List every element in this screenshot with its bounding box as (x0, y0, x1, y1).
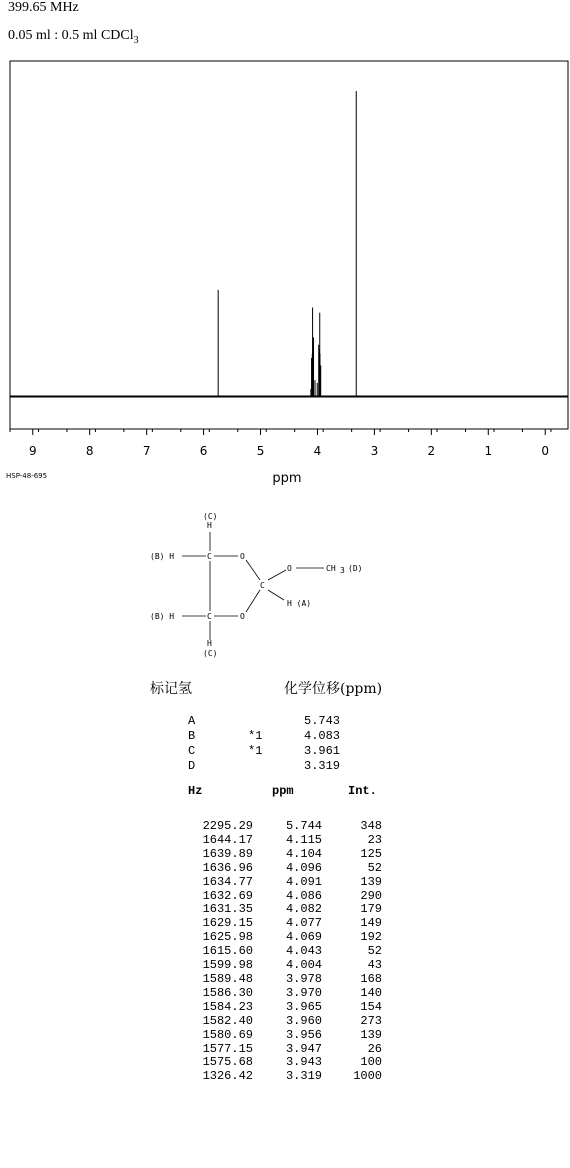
peak-ppm: 4.043 (285, 944, 322, 959)
peak-int: 52 (367, 860, 382, 875)
atom-label: C (207, 552, 212, 561)
assignment-label: B (188, 729, 196, 743)
peak-int: 168 (360, 971, 382, 986)
peak-hz: 1644.17 (202, 832, 253, 847)
x-tick-label: 5 (256, 444, 265, 458)
col-header-hz: Hz (188, 784, 203, 798)
peak-hz: 1636.96 (202, 860, 253, 875)
x-tick-label: 4 (313, 444, 322, 458)
assignment-header-shift: 化学位移(ppm) (284, 681, 383, 697)
sample-conditions-text: 0.05 ml : 0.5 ml CDCl (8, 28, 134, 43)
peak-table-row (183, 987, 382, 1001)
peak-table-row (183, 876, 382, 890)
sample-subscript: 3 (133, 34, 139, 46)
peak-int: 149 (360, 916, 382, 931)
peak-table-row (183, 973, 382, 987)
atom-label: 3 (340, 566, 345, 575)
assignment-label: C (188, 744, 196, 758)
peak-ppm: 4.096 (285, 860, 322, 875)
peak-ppm: 4.004 (285, 958, 322, 973)
atom-label: O (240, 552, 245, 561)
x-tick-label: 9 (28, 444, 37, 458)
peak-table-row (183, 1043, 382, 1057)
peak-hz: 1580.69 (202, 1027, 253, 1042)
x-axis-label: ppm (272, 471, 302, 486)
peak-hz: 1326.42 (202, 1069, 253, 1084)
peak-table (183, 820, 382, 1084)
peak-hz: 1584.23 (202, 999, 253, 1014)
spectrometer-frequency: 399.65 MHz (8, 0, 79, 15)
peak-ppm: 4.104 (285, 846, 322, 861)
assignment-note (248, 714, 304, 729)
atom-label: CH (326, 564, 336, 573)
assignment-shift: 3.961 (304, 744, 341, 758)
peak-int: 52 (367, 944, 382, 959)
peak-hz: 1631.35 (202, 902, 253, 917)
peak-ppm: 3.978 (285, 971, 322, 986)
peak-table-row (183, 1070, 382, 1084)
peak-table-row (183, 959, 382, 973)
peak-hz: 1615.60 (202, 944, 253, 959)
peak-int: 43 (367, 958, 382, 973)
x-tick-label: 0 (541, 444, 550, 458)
assignment-header-label: 标记氢 (150, 681, 192, 697)
assignment-shift: 4.083 (304, 729, 341, 743)
peak-int: 290 (360, 888, 382, 903)
spectrum-code: HSP-48-695 (6, 472, 48, 480)
peak-ppm: 4.069 (285, 930, 322, 945)
peak-ppm: 5.744 (285, 819, 322, 833)
assignment-row (188, 744, 364, 759)
assignment-row (188, 729, 364, 744)
peak-ppm: 3.970 (285, 985, 322, 1000)
assignment-label: D (188, 759, 196, 773)
peak-ppm: 4.086 (285, 888, 322, 903)
assignment-shift: 3.319 (304, 759, 341, 773)
atom-label: C (207, 612, 212, 621)
peak-int: 179 (360, 902, 382, 917)
x-tick-label: 6 (199, 444, 208, 458)
peak-ppm: 4.115 (285, 832, 322, 847)
bond-line (268, 570, 286, 580)
peak-int: 125 (360, 846, 382, 861)
peak-table-row (183, 1001, 382, 1015)
peak-ppm: 4.082 (285, 902, 322, 917)
x-tick-label: 1 (484, 444, 493, 458)
peak-table-row (183, 903, 382, 917)
peak-int: 140 (360, 985, 382, 1000)
peak-hz: 1582.40 (202, 1013, 253, 1028)
peak-hz: 1632.69 (202, 888, 253, 903)
peak-table-header (188, 784, 377, 798)
peak-int: 154 (360, 999, 382, 1014)
peak-table-row (183, 848, 382, 862)
peak-int: 139 (360, 1027, 382, 1042)
peak-table-row (183, 1029, 382, 1043)
assignment-note: *1 (248, 744, 263, 758)
atom-label: (B) H (150, 612, 175, 621)
atom-label: H (207, 521, 212, 530)
x-tick-label: 7 (142, 444, 151, 458)
peak-ppm: 4.077 (285, 916, 322, 931)
peak-table-row (183, 862, 382, 876)
assignment-header (150, 678, 382, 698)
x-tick-label: 2 (427, 444, 436, 458)
peak-hz: 2295.29 (202, 819, 253, 833)
peak-hz: 1575.68 (202, 1055, 253, 1070)
atom-label: (C) (203, 512, 218, 521)
peak-int: 139 (360, 874, 382, 889)
x-tick-label: 8 (85, 444, 94, 458)
peak-hz: 1634.77 (202, 874, 253, 889)
assignment-row (188, 714, 364, 729)
assignment-row (188, 759, 364, 774)
peak-table-row (183, 1056, 382, 1070)
peak-ppm: 3.956 (285, 1027, 322, 1042)
assignment-label: A (188, 714, 196, 728)
peak-hz: 1577.15 (202, 1041, 253, 1056)
peak-int: 23 (367, 832, 382, 847)
bond-line (268, 590, 284, 600)
peak-int: 273 (360, 1013, 382, 1028)
peak-hz: 1625.98 (202, 930, 253, 945)
peak-ppm: 3.960 (285, 1013, 322, 1028)
peak-table-row (183, 1015, 382, 1029)
peak-ppm: 3.965 (285, 999, 322, 1014)
peak-table-row (183, 834, 382, 848)
assignment-note: *1 (248, 729, 263, 743)
assignment-table (188, 714, 364, 774)
bond-line (246, 590, 260, 612)
atom-label: O (240, 612, 245, 621)
peak-hz: 1629.15 (202, 916, 253, 931)
atom-label: C (260, 581, 265, 590)
peak-int: 1000 (353, 1069, 382, 1084)
peak-ppm: 3.947 (285, 1041, 322, 1056)
atom-label: H (A) (287, 599, 312, 608)
assignment-shift: 5.743 (304, 714, 341, 728)
peak-table-row (183, 820, 382, 834)
peak-hz: 1599.98 (202, 958, 253, 973)
peak-hz: 1589.48 (202, 971, 253, 986)
peak-ppm: 4.091 (285, 874, 322, 889)
col-header-int: Int. (348, 784, 377, 798)
peak-hz: 1586.30 (202, 985, 253, 1000)
col-header-ppm: ppm (272, 784, 294, 798)
peak-int: 348 (360, 819, 382, 833)
atom-label: (C) (203, 649, 218, 658)
peak-table-row (183, 890, 382, 904)
peak-int: 192 (360, 930, 382, 945)
atom-label: (D) (348, 564, 363, 573)
bond-line (246, 560, 260, 580)
peak-hz: 1639.89 (202, 846, 253, 861)
atom-label: (B) H (150, 552, 175, 561)
peak-table-row (183, 931, 382, 945)
peak-table-row (183, 945, 382, 959)
peak-ppm: 3.943 (285, 1055, 322, 1070)
atom-label: O (287, 564, 292, 573)
x-tick-label: 3 (370, 444, 379, 458)
peak-int: 26 (367, 1041, 382, 1056)
atom-label: H (207, 639, 212, 648)
peak-int: 100 (360, 1055, 382, 1070)
peak-ppm: 3.319 (285, 1069, 322, 1084)
peak-table-row (183, 917, 382, 931)
assignment-note (248, 759, 304, 774)
